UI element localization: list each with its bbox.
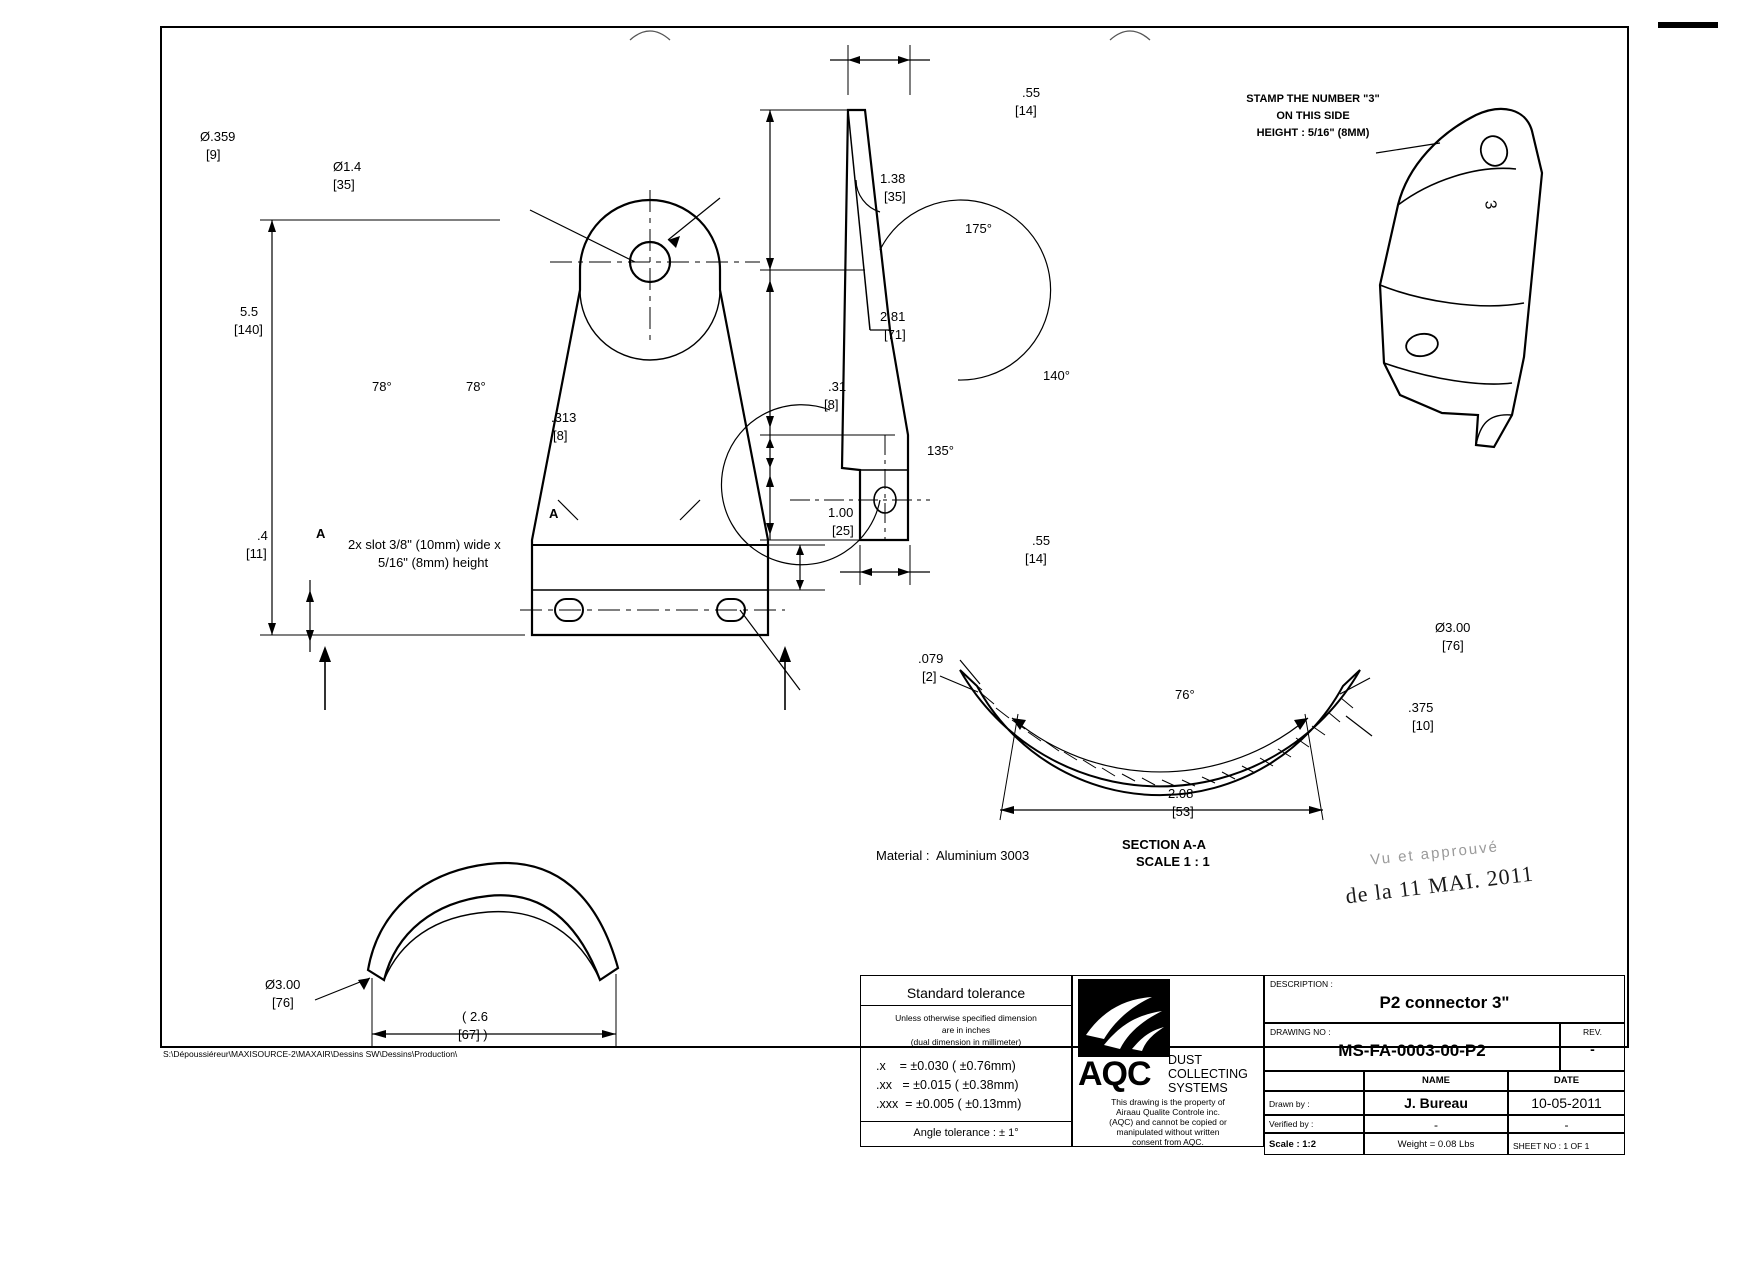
dim-side-base-alt: [25]: [832, 523, 854, 538]
dim-angle-left: 78°: [372, 379, 392, 394]
legal-line4: manipulated without written: [1116, 1127, 1220, 1137]
dim-saddle-width-alt: [67] ): [458, 1027, 488, 1042]
verified-by-name: -: [1434, 1118, 1438, 1132]
dim-angle-right: 78°: [466, 379, 486, 394]
dim-section-outer-dia-alt: [76]: [1442, 638, 1464, 653]
drawn-date: 10-05-2011: [1531, 1095, 1602, 1111]
angle-tolerance: Angle tolerance : ± 1°: [913, 1127, 1019, 1139]
dim-section-outer-dia-value: Ø3.00: [1435, 620, 1471, 635]
legal-line1: This drawing is the property of: [1111, 1097, 1225, 1107]
material-note: Material : Aluminium 3003: [876, 848, 1030, 863]
weight-label: Weight = 0.08 Lbs: [1397, 1139, 1475, 1150]
tolerance-note2: are in inches: [941, 1025, 991, 1035]
dim-flange-thickness-alt: [8]: [553, 428, 568, 443]
date-header: DATE: [1553, 1075, 1580, 1086]
tolerance-divider: [860, 1005, 1072, 1006]
dim-bottom-offset-alt: [11]: [246, 546, 267, 561]
dim-section-edge-alt: [10]: [1412, 718, 1434, 733]
rev-value: -: [1590, 1041, 1595, 1057]
dim-bottom-offset-value: .4: [257, 528, 268, 543]
stamp-note-line3: HEIGHT : 5/16" (8MM): [1256, 127, 1370, 139]
file-path-note: S:\Dépoussiéreur\MAXISOURCE-2\MAXAIR\Dessins SW\Dessins\Production\: [163, 1049, 458, 1059]
scale-label: Scale : 1:2: [1269, 1139, 1316, 1150]
dim-section-arc-angle: 76°: [1175, 687, 1195, 702]
sheet-label: SHEET NO : 1 OF 1: [1513, 1141, 1590, 1151]
dim-hole-dia-alt: [9]: [206, 147, 221, 162]
logo-line3: SYSTEMS: [1168, 1081, 1228, 1095]
dim-overall-height-value: 5.5: [240, 304, 259, 319]
drawn-by-name: J. Bureau: [1404, 1095, 1468, 1111]
section-arrow-label-left: A: [316, 526, 326, 541]
section-scale: SCALE 1 : 1: [1136, 854, 1210, 869]
dim-side-mid-alt: [71]: [884, 327, 906, 342]
tolerance-note1: Unless otherwise specified dimension: [895, 1013, 1037, 1023]
legal-line5: consent from AQC.: [1132, 1137, 1204, 1147]
dim-top-radius-value: Ø1.4: [333, 159, 362, 174]
description-label: DESCRIPTION :: [1270, 979, 1333, 989]
section-arrow-label-right: A: [549, 506, 559, 521]
stamp-note-line2: ON THIS SIDE: [1276, 110, 1350, 122]
verified-by-label: Verified by :: [1269, 1119, 1314, 1129]
tolerance-divider2: [860, 1121, 1072, 1122]
slot-note-line2: 5/16" (8mm) height: [378, 555, 489, 570]
tolerance-row-x: .x = ±0.030 ( ±0.76mm): [876, 1059, 1016, 1073]
dim-hole-dia-value: Ø.359: [200, 129, 236, 144]
logo-line1: DUST: [1168, 1053, 1203, 1067]
legal-line2: Airaau Qualite Controle inc.: [1116, 1107, 1220, 1117]
dim-section-chord-alt: [53]: [1172, 804, 1194, 819]
rev-label: REV.: [1582, 1027, 1603, 1037]
approval-stamp-prefix: de la: [1344, 877, 1394, 909]
title-block: [860, 975, 1625, 1151]
dim-saddle-width-value: ( 2.6: [462, 1009, 489, 1024]
dim-side-top-width-value: .55: [1022, 85, 1041, 100]
dim-side-upper-value: 1.38: [880, 171, 906, 186]
dim-side-top-width-alt: [14]: [1015, 103, 1037, 118]
logo-mark: [1078, 979, 1170, 1057]
dim-saddle-dia-alt: [76]: [272, 995, 294, 1010]
dim-side-bend-alt: [8]: [824, 397, 839, 412]
dim-overall-height-alt: [140]: [234, 322, 263, 337]
nd-blank-box: [1264, 1071, 1364, 1091]
slot-note-line1: 2x slot 3/8" (10mm) wide x: [348, 537, 501, 552]
dim-top-radius-alt: [35]: [333, 177, 355, 192]
dim-side-bend-value: .31: [828, 379, 847, 394]
tolerance-note3: (dual dimension in millimeter): [910, 1037, 1022, 1047]
dim-section-thickness-value: .079: [918, 651, 944, 666]
description-value: P2 connector 3": [1379, 993, 1510, 1012]
bottom-view-geometry: [330, 850, 750, 1070]
legal-line3: (AQC) and cannot be copied or: [1109, 1117, 1227, 1127]
dim-angle-140: 140°: [1043, 368, 1070, 383]
tolerance-row-xxx: .xxx = ±0.005 ( ±0.13mm): [876, 1097, 1022, 1111]
isometric-view-geometry: [1280, 95, 1738, 515]
dim-angle-175: 175°: [965, 221, 992, 236]
logo-name: AQC: [1078, 1055, 1151, 1093]
approval-stamp-date-text: 11 MAI. 2011: [1397, 860, 1536, 902]
dim-saddle-dia-value: Ø3.00: [265, 977, 301, 992]
tolerance-row-xx: .xx = ±0.015 ( ±0.38mm): [876, 1078, 1019, 1092]
drawing-no-label: DRAWING NO :: [1270, 1027, 1331, 1037]
svg-text:3: 3: [1481, 199, 1500, 211]
side-view-geometry: [730, 80, 1230, 700]
dim-side-base-width-alt: [14]: [1025, 551, 1047, 566]
name-header: NAME: [1422, 1075, 1450, 1086]
dim-side-upper-alt: [35]: [884, 189, 906, 204]
dim-section-edge-value: .375: [1408, 700, 1434, 715]
stamp-note-line1: STAMP THE NUMBER "3": [1246, 93, 1380, 105]
tolerance-heading: Standard tolerance: [906, 985, 1026, 1001]
dim-side-base-width-value: .55: [1032, 533, 1051, 548]
drawing-no-value: MS-FA-0003-00-P2: [1338, 1041, 1486, 1060]
verified-date: -: [1564, 1118, 1569, 1132]
approval-stamp-faded: Vu et approuvé: [1369, 838, 1500, 869]
drawn-by-label: Drawn by :: [1269, 1099, 1310, 1109]
logo-line2: COLLECTING: [1168, 1067, 1248, 1081]
dim-section-chord-value: 2.08: [1168, 786, 1194, 801]
dim-side-mid-value: 2.81: [880, 309, 906, 324]
dim-side-base-value: 1.00: [828, 505, 854, 520]
dim-angle-135: 135°: [927, 443, 954, 458]
dim-section-thickness-alt: [2]: [922, 669, 937, 684]
dim-flange-thickness-value: .313: [551, 410, 577, 425]
section-title: SECTION A-A: [1122, 837, 1207, 852]
